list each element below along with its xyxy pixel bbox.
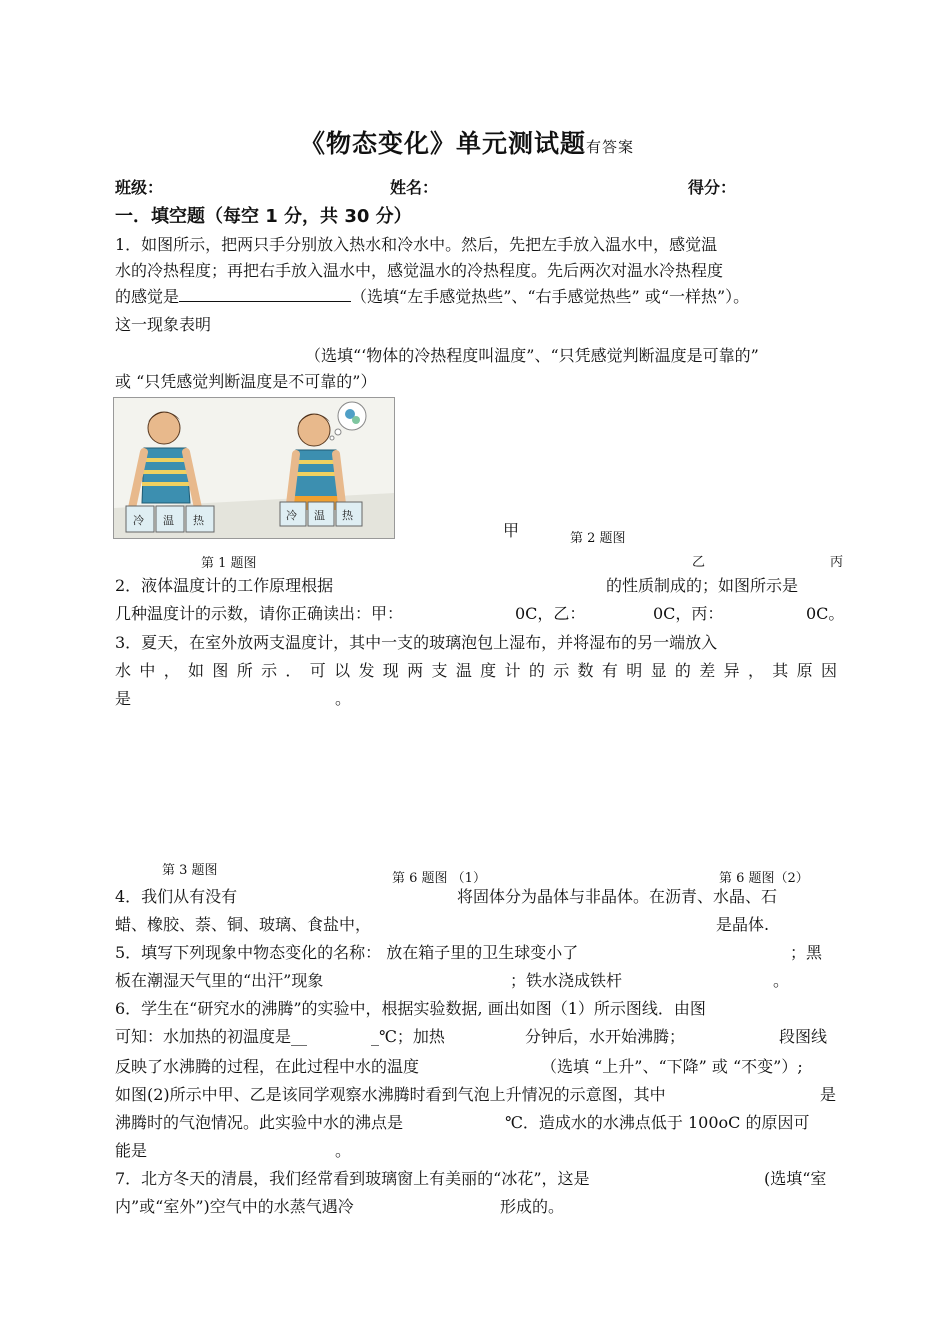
cup-label-right-2: 温	[314, 509, 325, 522]
q6-line-2c: 分钟后，水开始沸腾；	[525, 1027, 686, 1046]
q3-char: 有	[601, 661, 618, 680]
q3-char: 两	[407, 661, 424, 680]
cup-label-left-1: 冷	[133, 514, 144, 527]
q6-line-3a: 反映了水沸腾的过程，在此过程中水的温度	[115, 1057, 420, 1076]
q3-char: 显	[650, 661, 667, 680]
q3-char: 如	[188, 661, 205, 680]
q3-char: ，	[747, 661, 764, 680]
cup-label-left-2: 温	[163, 514, 174, 527]
q3-char: 水	[115, 661, 132, 680]
caption-figure-1: 第 1 题图	[201, 556, 257, 571]
q3-char: 计	[504, 661, 521, 680]
q3-char: 可	[309, 661, 326, 680]
q3-char: 差	[699, 661, 716, 680]
class-label: 班级：	[115, 178, 164, 197]
q6-line-5b: ℃．造成水的水沸点低于 100oC 的原因可	[505, 1113, 810, 1132]
caption-figure-3: 第 3 题图	[162, 863, 218, 878]
caption-figure-6-1: 第 6 题图 （1）	[392, 871, 486, 886]
q1-line-3a: 的感觉是	[115, 287, 180, 306]
q6-line-1: 6．学生在“研究水的沸腾”的实验中，根据实验数据, 画出如图（1）所示图线．由图	[115, 999, 706, 1018]
q3-char: 示	[261, 661, 278, 680]
title-sub: 有答案	[586, 138, 635, 156]
q3-char: 支	[431, 661, 448, 680]
page-title	[300, 124, 634, 160]
q6-line-6b: 。	[335, 1141, 352, 1160]
q3-char: 现	[382, 661, 399, 680]
cup-label-left-3: 热	[193, 514, 204, 527]
q7-line-1a: 7．北方冬天的清晨，我们经常看到玻璃窗上有美丽的“冰花”，这是	[115, 1169, 590, 1188]
q6-line-2d: 段图线	[779, 1027, 828, 1046]
q6-line-5a: 沸腾时的气泡情况。此实验中水的沸点是	[115, 1113, 404, 1132]
q1-line-5: （选填“‘物体的冷热程度叫温度”、“只凭感觉判断温度是可靠的”	[305, 346, 759, 365]
title-main: 《物态变化》单元测试题	[300, 129, 587, 158]
q1-line-4: 这一现象表明	[115, 315, 212, 334]
q6-line-3b: （选填 “上升”、“下降” 或 “不变”）;	[541, 1057, 803, 1076]
figure-1-illustration	[113, 397, 395, 539]
q6-line-6a: 能是	[115, 1141, 148, 1160]
q3-char: 温	[455, 661, 472, 680]
q2-line-1a: 2．液体温度计的工作原理根据	[115, 576, 334, 595]
caption-bing: 丙	[830, 555, 844, 570]
q1-answer-blank	[179, 285, 351, 302]
hands-in-water-illustration	[114, 398, 394, 538]
q3-char: 明	[626, 661, 643, 680]
caption-jia: 甲	[503, 521, 520, 540]
q1-line-3	[115, 284, 749, 310]
q7-line-2b: 形成的。	[500, 1197, 565, 1216]
q1-line-6: 或 “只凭感觉判断温度是不可靠的”）	[115, 372, 377, 391]
section-heading: 一．填空题（每空 1 分，共 30 分）	[115, 206, 412, 227]
caption-figure-6-2: 第 6 题图（2）	[719, 871, 809, 886]
q3-char: 异	[723, 661, 740, 680]
q7-line-1b: (选填“室	[764, 1169, 827, 1188]
q3-char: ．	[285, 661, 302, 680]
q3-char: 中	[139, 661, 156, 680]
q6-line-2a: 可知：水加热的初温度是__	[115, 1027, 308, 1046]
q5-line-1b: ；黑	[790, 943, 823, 962]
q7-line-2a: 内”或“室外”)空气中的水蒸气遇冷	[115, 1197, 354, 1216]
q1-line-2: 水的冷热程度；再把右手放入温水中，感觉温水的冷热程度。先后两次对温水冷热程度	[115, 261, 724, 280]
q6-line-4a: 如图(2)所示中甲、乙是该同学观察水沸腾时看到气泡上升情况的示意图，其中	[115, 1085, 666, 1104]
q3-line-3b: 。	[335, 689, 352, 708]
caption-yi: 乙	[692, 555, 706, 570]
q4-line-1a: 4．我们从有没有	[115, 887, 238, 906]
q3-char: 的	[674, 661, 691, 680]
q3-char: 原	[796, 661, 813, 680]
q2-line-2a: 几种温度计的示数，请你正确读出：甲：	[115, 604, 404, 623]
q3-char: 度	[480, 661, 497, 680]
q3-char: 图	[212, 661, 229, 680]
cup-label-right-1: 冷	[286, 509, 297, 522]
q3-line-1: 3．夏天，在室外放两支温度计，其中一支的玻璃泡包上湿布，并将湿布的另一端放入	[115, 633, 718, 652]
q3-char: 的	[528, 661, 545, 680]
q3-char: ，	[163, 661, 180, 680]
q3-char: 所	[236, 661, 253, 680]
q2-line-2d: 0C。	[806, 604, 845, 623]
q4-line-2b: 是晶体.	[716, 915, 770, 934]
q5-line-2a: 板在潮湿天气里的“出汗”现象	[115, 971, 324, 990]
q3-char: 其	[772, 661, 789, 680]
q6-line-4b: 是	[820, 1085, 837, 1104]
q2-line-2b: 0C，乙：	[515, 604, 586, 623]
q3-line-3a: 是	[115, 689, 132, 708]
q4-line-1b: 将固体分为晶体与非晶体。在沥青、水晶、石	[457, 887, 778, 906]
q3-char: 因	[820, 661, 837, 680]
q1-line-3b: （选填“左手感觉热些”、“右手感觉热些” 或“一样热”）。	[351, 287, 750, 306]
q2-line-1b: 的性质制成的；如图所示是	[606, 576, 799, 595]
name-label: 姓名：	[390, 178, 439, 197]
caption-figure-2: 第 2 题图	[570, 531, 626, 546]
q5-line-1a: 5．填写下列现象中物态变化的名称： 放在箱子里的卫生球变小了	[115, 943, 579, 962]
score-label: 得分：	[688, 178, 737, 197]
q5-line-2b: ；铁水浇成铁杆	[510, 971, 623, 990]
q3-char: 以	[334, 661, 351, 680]
q6-line-2b: _℃；加热	[371, 1027, 445, 1046]
cup-label-right-3: 热	[342, 509, 353, 522]
q1-line-1: 1．如图所示，把两只手分别放入热水和冷水中。然后，先把左手放入温水中，感觉温	[115, 235, 718, 254]
q4-line-2a: 蜡、橡胶、萘、铜、玻璃、食盐中，	[115, 915, 372, 934]
q3-char: 示	[553, 661, 570, 680]
q2-line-2c: 0C，丙：	[653, 604, 724, 623]
q5-line-2c: 。	[773, 971, 790, 990]
q3-char: 数	[577, 661, 594, 680]
q3-char: 发	[358, 661, 375, 680]
q3-line-2	[115, 658, 837, 684]
